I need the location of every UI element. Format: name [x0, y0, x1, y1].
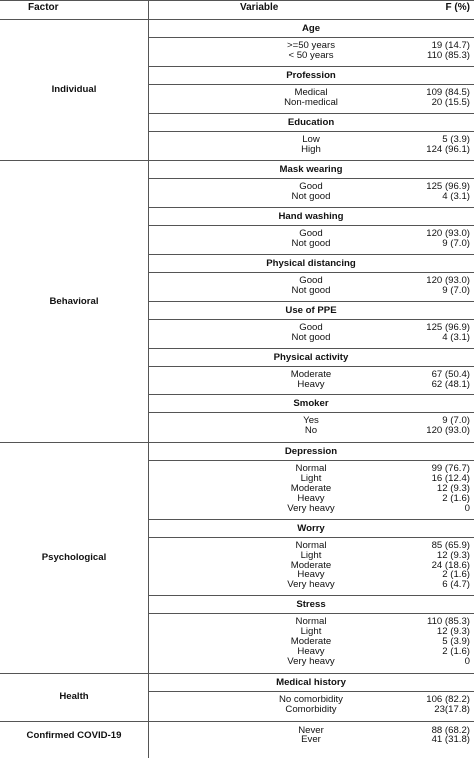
category-label: Light [300, 626, 322, 638]
category-label: Light [300, 549, 322, 561]
category-label: Not good [291, 331, 331, 343]
row-divider [0, 0, 474, 1]
frequency-value: 120 (93.0) [426, 275, 470, 286]
frequency-value: 9 (7.0) [442, 415, 470, 427]
row-divider [148, 113, 474, 114]
frequency-value: 109 (84.5) [426, 86, 470, 98]
category-label: Light [300, 473, 322, 485]
header-factor: Factor [28, 2, 59, 13]
frequency-value: 2 (1.6) [442, 569, 470, 581]
variable-title: Physical activity [273, 351, 349, 363]
frequency-value: 124 (96.1) [426, 143, 470, 155]
category-label: Very heavy [287, 502, 335, 514]
variable-title: Physical distancing [266, 258, 356, 269]
frequency-value: 9 (7.0) [442, 284, 470, 296]
frequency-value: 5 (3.9) [442, 636, 470, 647]
frequency-value: 110 (85.3) [426, 49, 470, 61]
row-divider [148, 613, 474, 614]
category-label: No comorbidity [279, 693, 343, 705]
row-divider [148, 348, 474, 349]
row-divider [148, 460, 474, 461]
category-label: < 50 years [288, 49, 334, 61]
row-divider [148, 207, 474, 208]
frequency-value: 106 (82.2) [426, 693, 470, 705]
variable-title: Hand washing [278, 211, 344, 223]
category-label: Non-medical [284, 96, 338, 108]
category-label: Moderate [290, 636, 332, 647]
factor-label: Psychological [41, 551, 107, 563]
frequency-value: 4 (3.1) [442, 331, 470, 343]
frequency-value: 85 (65.9) [431, 539, 470, 551]
variable-title: Profession [286, 69, 336, 81]
row-divider [148, 519, 474, 520]
row-divider [0, 673, 474, 674]
row-divider [148, 412, 474, 413]
row-divider [148, 254, 474, 255]
category-label: Never [298, 724, 324, 736]
header-variable: Variable [240, 2, 279, 13]
category-label: Ever [301, 734, 321, 746]
category-label: Low [302, 133, 320, 145]
factor-label: Health [59, 691, 89, 703]
variable-title: Mask wearing [279, 164, 343, 176]
row-divider [0, 160, 474, 161]
row-divider [148, 301, 474, 302]
frequency-value: 125 (96.9) [426, 181, 470, 193]
frequency-value: 120 (93.0) [426, 425, 470, 437]
category-label: Good [299, 228, 323, 240]
frequency-value: 2 (1.6) [442, 492, 470, 504]
category-label: Heavy [297, 492, 325, 504]
variable-title: Smoker [293, 398, 329, 410]
variable-title: Use of PPE [285, 304, 337, 316]
frequency-value: 12 (9.3) [436, 626, 470, 638]
frequency-value: 9 (7.0) [442, 238, 470, 250]
row-divider [148, 394, 474, 395]
frequency-value: 20 (15.5) [431, 96, 470, 108]
category-label: Heavy [297, 378, 325, 390]
variable-title: Medical history [276, 676, 346, 688]
row-divider [148, 84, 474, 85]
frequency-value: 12 (9.3) [436, 483, 470, 494]
category-label: Moderate [290, 483, 332, 494]
row-divider [148, 272, 474, 273]
variable-title: Worry [297, 522, 325, 534]
category-label: >=50 years [286, 40, 335, 51]
row-divider [148, 595, 474, 596]
column-divider [148, 0, 149, 758]
row-divider [0, 721, 474, 722]
frequency-value: 88 (68.2) [431, 724, 470, 736]
row-divider [0, 19, 474, 20]
frequency-value: 5 (3.9) [442, 133, 470, 145]
row-divider [148, 66, 474, 67]
category-label: Heavy [297, 645, 325, 657]
category-label: No [304, 425, 318, 437]
factor-label: Behavioral [49, 295, 99, 307]
category-label: Not good [291, 191, 331, 203]
category-label: Good [299, 321, 323, 333]
category-label: Moderate [290, 368, 332, 380]
category-label: Very heavy [287, 655, 335, 667]
frequency-value: 16 (12.4) [431, 473, 470, 485]
frequency-value: 4 (3.1) [442, 191, 470, 203]
frequency-value: 120 (93.0) [426, 228, 470, 240]
row-divider [148, 319, 474, 320]
frequency-value: 24 (18.6) [431, 559, 470, 571]
row-divider [148, 691, 474, 692]
frequency-value: 41 (31.8) [431, 734, 470, 746]
category-label: Medical [294, 86, 328, 98]
category-label: Normal [295, 539, 327, 551]
row-divider [148, 225, 474, 226]
frequency-value: 23(17.8) [434, 703, 470, 715]
variable-title: Depression [284, 446, 338, 458]
frequency-value: 125 (96.9) [426, 321, 470, 333]
row-divider [148, 37, 474, 38]
category-label: High [301, 143, 321, 155]
variable-title: Age [301, 23, 321, 34]
category-label: Yes [303, 415, 319, 427]
frequency-value: 2 (1.6) [442, 645, 470, 657]
category-label: Good [299, 275, 323, 286]
category-label: Not good [291, 284, 331, 296]
category-label: Normal [295, 616, 327, 628]
row-divider [148, 178, 474, 179]
category-label: Heavy [297, 569, 325, 581]
frequency-value: 0 [464, 655, 470, 667]
variable-title: Stress [296, 599, 326, 611]
header-frequency: F (%) [445, 2, 470, 13]
row-divider [148, 537, 474, 538]
category-label: Comorbidity [285, 703, 337, 715]
category-label: Not good [291, 238, 331, 250]
variable-title: Education [287, 116, 335, 128]
category-label: Good [299, 181, 323, 193]
frequency-value: 0 [464, 502, 470, 514]
row-divider [148, 131, 474, 132]
row-divider [148, 366, 474, 367]
row-divider [0, 442, 474, 443]
frequency-value: 12 (9.3) [436, 549, 470, 561]
factor-label: Individual [51, 84, 97, 96]
category-label: Normal [295, 463, 327, 475]
frequency-value: 110 (85.3) [426, 616, 470, 628]
frequency-value: 99 (76.7) [431, 463, 470, 475]
frequency-value: 19 (14.7) [431, 40, 470, 51]
frequency-value: 67 (50.4) [431, 368, 470, 380]
frequency-value: 6 (4.7) [442, 579, 470, 591]
category-label: Very heavy [287, 579, 335, 591]
category-label: Moderate [290, 559, 332, 571]
frequency-value: 62 (48.1) [431, 378, 470, 390]
factor-label: Confirmed COVID-19 [26, 730, 122, 742]
